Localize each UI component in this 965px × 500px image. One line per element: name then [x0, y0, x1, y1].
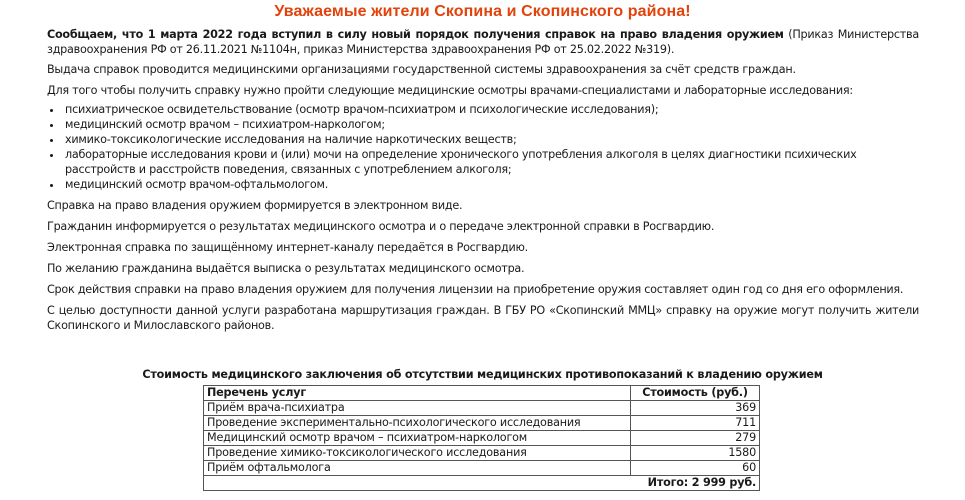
notification-paragraph: Гражданин информируется о результатах медицинского осмотра и о передаче электронной справки в Росгвардию.: [47, 220, 715, 233]
list-item: • медицинский осмотр врачом-офтальмологом.: [63, 177, 919, 192]
cost-cell: 60: [631, 461, 760, 476]
list-item: • медицинский осмотр врачом – психиатром-наркологом;: [63, 117, 919, 132]
intro-bold-text: Сообщаем, что 1 марта 2022 года вступил в силу новый порядок получения справок на право владения оружием: [47, 28, 784, 41]
intro-rest-text: (Приказ Министерства здравоохранения РФ от 26.11.2021 №1104н, приказ Министерства здравоохранения РФ от 25.02.2022 №319).: [47, 28, 919, 56]
service-cell: Приём офтальмолога: [204, 461, 631, 476]
transfer-paragraph: Электронная справка по защищённому интернет-каналу передаётся в Росгвардию.: [47, 241, 528, 254]
table-row: [204, 461, 760, 476]
list-item: • психиатрическое освидетельствование (осмотр врачом-психиатром и психологические исследования);: [63, 102, 919, 117]
validity-paragraph: Срок действия справки на право владения оружием для получения лицензии на приобретение оружия составляет один год со дня его оформления.: [47, 283, 904, 296]
page-title: Уважаемые жители Скопина и Скопинского района!: [274, 3, 691, 20]
cost-cell: 711: [631, 416, 760, 431]
cost-cell: 1580: [631, 446, 760, 461]
list-item: • химико-токсикологические исследования на наличие наркотических веществ;: [63, 132, 919, 147]
cost-cell: 369: [631, 401, 760, 416]
table-row: [204, 401, 760, 416]
total-cell: Итого: 2 999 руб.: [204, 476, 760, 491]
electronic-form-paragraph: Справка на право владения оружием формируется в электронном виде.: [47, 199, 463, 212]
service-cell: Медицинский осмотр врачом – психиатром-наркологом: [204, 431, 631, 446]
service-cell: Приём врача-психиатра: [204, 401, 631, 416]
document-body: [47, 27, 919, 339]
service-cell: Проведение химико-токсикологического исследования: [204, 446, 631, 461]
service-cell: Проведение экспериментально-психологического исследования: [204, 416, 631, 431]
exams-intro-paragraph: Для того чтобы получить справку нужно пройти следующие медицинские осмотры врачами-специалистами и лабораторные исследования:: [47, 84, 853, 97]
column-header-service: Перечень услуг: [204, 386, 631, 401]
cost-cell: 279: [631, 431, 760, 446]
table-row: [204, 431, 760, 446]
table-row: [204, 416, 760, 431]
table-total-row: [204, 476, 760, 491]
routing-paragraph: С целью доступности данной услуги разработана маршрутизация граждан. В ГБУ РО «Скопинский ММЦ» справку на оружие могут получить жители Скопинского и Милославского районов.: [47, 304, 919, 332]
price-table-title: Стоимость медицинского заключения об отсутствии медицинских противопоказаний к владению оружием: [142, 368, 823, 381]
list-item: • лабораторные исследования крови и (или) мочи на определение хронического употребления алкоголя в целях диагностики психических расстройств и расстройств поведения, связанных с употреблением алкоголя;: [63, 147, 919, 177]
column-header-cost: Стоимость (руб.): [631, 386, 760, 401]
price-table: [203, 385, 760, 491]
table-row: [204, 446, 760, 461]
table-header-row: [204, 386, 760, 401]
issuance-paragraph: Выдача справок проводится медицинскими организациями государственной системы здравоохранения за счёт средств граждан.: [47, 63, 796, 76]
extract-paragraph: По желанию гражданина выдаётся выписка о результатах медицинского осмотра.: [47, 262, 525, 275]
intro-paragraph: [47, 27, 919, 57]
exams-list: [47, 102, 919, 192]
